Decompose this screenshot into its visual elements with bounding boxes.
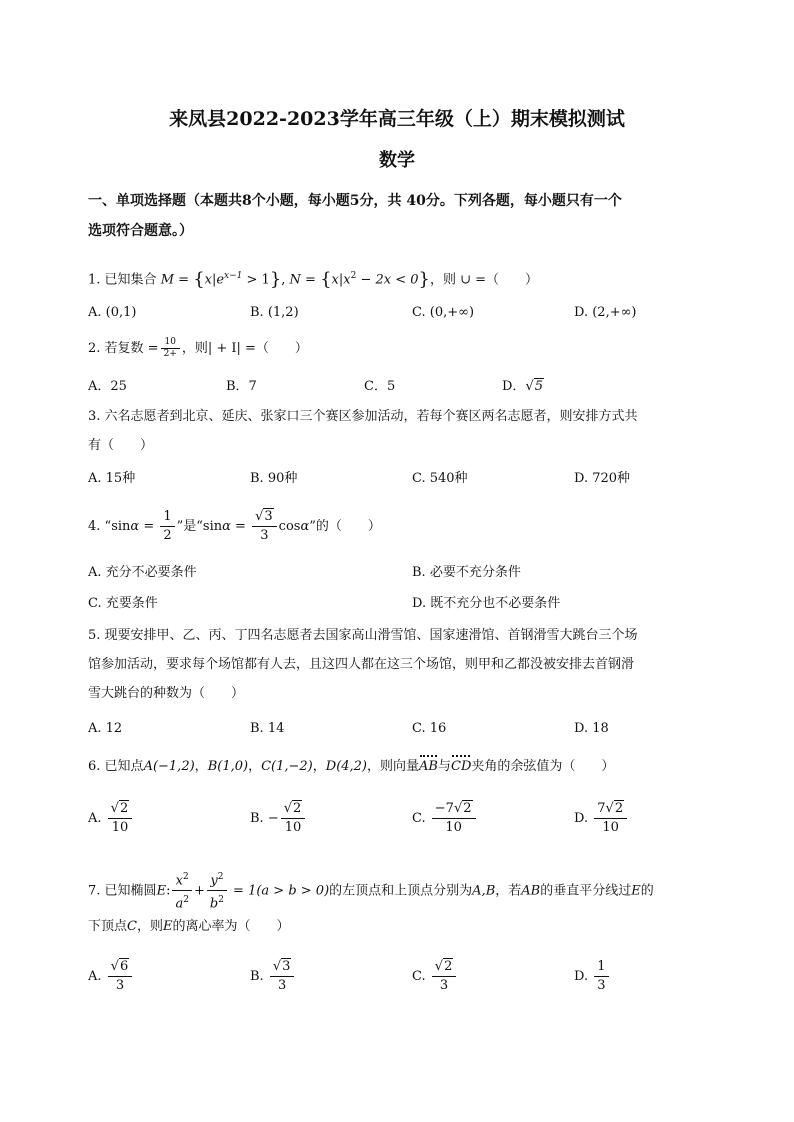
- question-5: 5. 现要安排甲、乙、丙、丁四名志愿者去国家高山滑雪馆、国家速滑馆、首钢滑雪大跳台三个场 馆参加活动，要求每个场馆都有人去，且这四人都在这三个场馆，则甲和乙都没被安排去首钢滑 雪大跳台的种数为（ ）: [88, 628, 638, 701]
- q2-option-b[interactable]: B．7: [226, 379, 257, 394]
- section-heading-line2: 选项符合题意。）: [88, 223, 193, 239]
- question-7-line2: 下顶点C，则E的离心率为（ ）: [88, 919, 290, 934]
- q5-option-a[interactable]: A. 12: [88, 721, 123, 736]
- question-6: 6. 已知点A(−1,2)，B(1,0)，C(1,−2)，D(4,2)，则向量AB与CD夹角的余弦值为（ ）: [88, 756, 718, 778]
- q3-option-b[interactable]: B. 90种: [250, 471, 298, 486]
- q1-option-d[interactable]: D. (2,+∞): [574, 305, 637, 320]
- q4-option-b[interactable]: B. 必要不充分条件: [412, 565, 521, 580]
- q2-option-c[interactable]: C．5: [364, 379, 396, 394]
- q4-option-d[interactable]: D. 既不充分也不必要条件: [412, 596, 561, 611]
- question-4: 4. “sinα = $\frac{1}{2}$ ”是“sinα = $\frac{√3}{3}$ cosα”的（ ）: [88, 509, 381, 543]
- q3-option-d[interactable]: D. 720种: [574, 471, 631, 486]
- q1-option-b[interactable]: B. (1,2): [250, 305, 299, 320]
- q2-option-a[interactable]: A．25: [88, 379, 127, 394]
- q5-option-b[interactable]: B. 14: [250, 721, 285, 736]
- q7-option-c[interactable]: C. $\frac{√2}{3}$: [412, 958, 458, 995]
- q6-option-d[interactable]: D. $\frac{7√2}{10}$: [574, 800, 629, 837]
- question-1: 1. 已知集合 $M = \{x|e^{x-1} > 1\}$, $N = \{x|x^2 - 2x < 0\}$，则 ∪ =（ ）: [88, 268, 539, 290]
- q4-option-c[interactable]: C. 充要条件: [88, 596, 158, 611]
- q2-option-d[interactable]: D．√5: [502, 379, 544, 394]
- section-heading-line1: 一、单项选择题（本题共8个小题，每小题5分，共 40分。下列各题，每小题只有一个: [88, 193, 622, 209]
- subject-title: 数学: [379, 150, 415, 171]
- q5-option-d[interactable]: D. 18: [574, 721, 609, 736]
- q3-option-c[interactable]: C. 540种: [412, 471, 468, 486]
- q7-option-a[interactable]: A. $\frac{√6}{3}$: [88, 958, 134, 995]
- q7-option-b[interactable]: B. $\frac{√3}{3}$: [250, 958, 296, 995]
- q1-option-a[interactable]: A. (0,1): [88, 305, 137, 320]
- q7-option-d[interactable]: D. $\frac{1}{3}$: [574, 958, 611, 995]
- q1-option-c[interactable]: C. (0,+∞): [412, 305, 475, 320]
- q6-option-c[interactable]: C. $\frac{-7√2}{10}$: [412, 800, 478, 837]
- question-3: 3. 六名志愿者到北京、延庆、张家口三个赛区参加活动，若每个赛区两名志愿者，则安排方式共 有（ ）: [88, 409, 638, 453]
- page-title: 来凤县2022-2023学年高三年级（上）期末模拟测试: [169, 108, 625, 130]
- q3-option-a[interactable]: A. 15种: [88, 471, 136, 486]
- q4-option-a[interactable]: A. 充分不必要条件: [88, 565, 197, 580]
- q5-option-c[interactable]: C. 16: [412, 721, 447, 736]
- q6-option-a[interactable]: A. $\frac{√2}{10}$: [88, 800, 134, 837]
- q6-option-b[interactable]: B. − $\frac{√2}{10}$: [250, 800, 307, 837]
- question-7-line1: 7. 已知椭圆E: $\frac{x^2}{a^2}$ + $\frac{y^2}{b^2}$ = 1(a > b > 0)的左顶点和上顶点分别为A,B，若AB的垂直平分线过E的: [88, 868, 718, 914]
- question-2: 2. 若复数 = $\frac{10}{2+}$ ，则| + I| =（ ）: [88, 337, 308, 359]
